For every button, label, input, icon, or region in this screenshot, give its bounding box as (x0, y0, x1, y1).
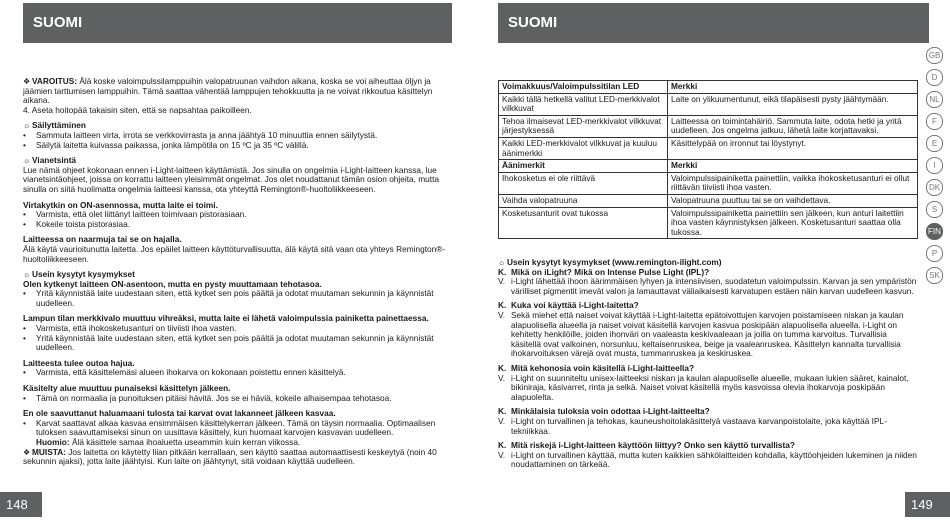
muistia-paragraph (23, 448, 453, 467)
table-cell: Kosketusanturit ovat tukossa (499, 207, 668, 239)
language-tab-i[interactable]: I (926, 157, 943, 174)
language-tab-gb[interactable]: GB (926, 47, 943, 64)
faq-answer: V. Sekä miehet että naiset voivat käyttää i-Light-laitetta epätoivottujen karvojen poistamiseen niskan ja kaulan alapuolisella alueella ja naiset voivat käsitellä karvojen kasvua poskipään alapuolisella alueella. i-Light on kehitetty henkilöille, joiden ihonväri on vaaleasta keskivaaleaan ja joilla on tumma karvoitus. Turvallisia käsitellä ovat valkoinen, norsunluu, keltaisenruskea, beige ja vaaleanruskea. Käsittelyn kannalta turvallisia ihokarvoituksen värejä ovat musta, tummanruskea ja keskiruskea. (498, 309, 904, 359)
table-row (499, 137, 918, 159)
language-tab-dk[interactable]: DK (926, 179, 943, 196)
list-item: • Kokeile toista pistorasiaa. (23, 218, 131, 229)
faq-title: Usein kysytyt kysymykset (32, 269, 135, 280)
faq-question: K. Mitä kehonosia voin käsitellä i-Light-laitteella? (498, 362, 695, 373)
language-tab-s[interactable]: S (926, 201, 943, 218)
list-item: • Säilytä laitetta kuivassa paikassa, jonka lämpötila on 15 ºC ja 35 ºC välillä. (23, 139, 309, 150)
table-row (499, 115, 918, 137)
red-title: Käsitelty alue muuttuu punaiseksi käsittelyn jälkeen. (23, 383, 231, 394)
table-row (499, 207, 918, 239)
storage-item-2: Säilytä laitetta kuivassa paikassa, jonka lämpötila on 15 ºC ja 35 ºC välillä. (36, 139, 309, 150)
faq-question: K. Minkälaisia tuloksia voin odottaa i-Light-laitteelta? (498, 406, 710, 417)
language-tab-fin[interactable]: FIN (926, 223, 943, 240)
warning-icon: ❖ (23, 447, 31, 457)
table-cell: Laitteessa on toimintahäiriö. Sammuta laite, odota hetki ja yritä uudelleen. Jos ongelma jatkuu, lähetä laite korjattavaksi. (668, 115, 918, 137)
indicator-table (498, 80, 918, 239)
scratch-title: Laitteessa on naarmuja tai se on hajalla. (23, 234, 182, 245)
faq-question: K. Mikä on iLight? Mikä on Intense Pulse Light (IPL)? (498, 266, 710, 277)
table-row (499, 194, 918, 207)
faq-answer: V. i-Light on suunniteltu unisex-laitteeksi niskan ja kaulan alapuoliselle alueelle, mukaan lukien sääret, kainalot, bikiniraja, käsivarret, rinta ja selkä. Naiset voivat käsitellä myös kasvoissa olevia ihokarvoja poskipään alapuolelta. (498, 372, 909, 402)
on-item-2: Kokeile toista pistorasiaa. (36, 218, 131, 229)
table-cell: Kaikki LED-merkkivalot vilkkuvat ja kuuluu äänimerkki (499, 137, 668, 159)
table-header-cell: Voimakkuus/Valoimpulssitilan LED (499, 81, 668, 94)
list-item: • Varmista, että käsittelemäsi alueen ihokarva on kokonaan poistettu ennen käsittelyä. (23, 367, 346, 378)
list-item: • Varmista, että olet liittänyt laitteen toimivaan pistorasiaan. (23, 209, 247, 220)
right-faq (498, 258, 918, 470)
fault-title: Vianetsintä (32, 155, 77, 166)
scratch-text: Älä käytä vaurioitunutta laitetta. Jos epäilet laitteen käyttöturvallisuutta, älä käytä sitä vaan ota yhteys Remington®-huoltoliikkeeseen. (23, 243, 446, 264)
faq-q1: Olen kytkenyt laitteen ON-asentoon, mutta en pysty muuttamaan tehotasoa. (23, 278, 322, 289)
table-cell: Kaikki tällä hetkellä valitut LED-merkkivalot vilkkuvat (499, 93, 668, 115)
table-cell: Valopatruuna puuttuu tai se on vaihdettava. (668, 194, 918, 207)
table-cell: Vaihda valopatruuna (499, 194, 668, 207)
list-item: • Tämä on normaalia ja punoituksen pitäisi hävitä. Jos se ei häviä, kokeile alhaisempaa tehotasoa. (23, 392, 392, 403)
red-item-1: Tämä on normaalia ja punoituksen pitäisi hävitä. Jos se ei häviä, kokeile alhaisempaa tehotasoa. (36, 392, 392, 403)
warning-text: Älä koske valoimpulssilamppuihin valopatruunan vaihdon aikana, koska se voi aiheuttaa öljyn ja jäämien tarttumisen lamppuihin. Tämä saattaa vähentää lamppujen tehokkuutta ja ne voivat rikkoutua käsittelyn aikana. (23, 76, 433, 106)
faq-answer: V. i-Light on turvallinen ja tehokas, kauneushoitolakäsittelyä vastaava karvanpoistolaite, joka käyttää IPL-tekniikkaa. (498, 415, 887, 436)
warning-title: VAROITUS: (32, 76, 78, 86)
table-header-cell: Äänimerkit (499, 160, 668, 173)
faq-q2-item-2: Yritä käynnistää laite uudestaan siten, että kytket sen pois päältä ja odotat muutaman sekunnin ja käynnistät uudelleen. (36, 332, 434, 353)
sun-icon: ☼ (23, 156, 31, 166)
faq-q2-item-1: Varmista, että ihokosketusanturi on tiiviisti ihoa vasten. (36, 323, 237, 334)
table-header-cell: Merkki (668, 81, 918, 94)
left-page-number: 148 (0, 492, 42, 517)
language-tab-p[interactable]: P (926, 245, 943, 262)
on-item-1: Varmista, että olet liittänyt laitteen toimivaan pistorasiaan. (36, 209, 247, 220)
right-page-number: 149 (905, 492, 950, 517)
hair-title: En ole saavuttanut haluamaani tulosta tai karvat ovat lakanneet jälkeen kasvaa. (23, 408, 336, 419)
table-cell: Valoimpulssipainiketta painettiin sen jälkeen, kun anturi laitettiin ihoa vasten käynnistyksen jälkeen. Kosketusanturi saattaa olla tukossa. (668, 207, 918, 239)
language-tab-e[interactable]: E (926, 135, 943, 152)
faq-answer: V. i-Light lähettää ihoon äärimmäisen lyhyen ja intensiivisen, suodatetun valoimpulssin. Karvan ja sen ympäristön värilliset pigmentit imevät valon ja lamauttavat väliaikaisesti karvatupen estäen näin karvan uudelleen kasvun. (498, 276, 917, 296)
language-tabs (926, 47, 943, 289)
sun-icon: ☼ (23, 270, 31, 280)
faq-answer: V. i-Light on turvallinen käyttää, mutta kuten kaikkien sähkölaitteiden kohdalla, käyttöohjeiden lukeminen ja niiden noudattaminen on tärkeää. (498, 449, 917, 470)
faq-q1-item-1: Yritä käynnistää laite uudestaan siten, että kytket sen pois päältä ja odotat muutaman sekunnin ja käynnistät uudelleen. (36, 288, 434, 308)
table-cell: Laite on ylikuumentunut, eikä tilapäisesti pysty jäähtymään. (668, 93, 918, 115)
table-header-row (499, 160, 918, 173)
faq-question: K. Mitä riskejä i-Light-laitteen käyttöön liittyy? Onko sen käyttö turvallista? (498, 440, 795, 451)
smell-title: Laitteesta tulee outoa hajua. (23, 357, 135, 368)
storage-title: Säilyttäminen (32, 120, 86, 131)
left-page-content (23, 77, 453, 467)
storage-item-1: Sammuta laitteen virta, irrota se verkkovirrasta ja anna jäähtyä 10 minuuttia ennen säilytystä. (36, 129, 378, 140)
language-tab-d[interactable]: D (926, 69, 943, 86)
step-4: 4. Aseta hoitopää takaisin siten, että se napsahtaa paikoilleen. (23, 104, 252, 115)
on-title: Virtakytkin on ON-asennossa, mutta laite ei toimi. (23, 199, 218, 210)
note-text: Älä käsittele samaa ihoaluetta useammin kuin kerran viikossa. (69, 437, 301, 447)
faq-q2: Lampun tilan merkkivalo muuttuu vihreäksi, mutta laite ei lähetä valoimpulssia painiketta painettaessa. (23, 313, 429, 324)
table-header-cell: Merkki (668, 160, 918, 173)
faq-question: K. Kuka voi käyttää i-Light-laitetta? (498, 300, 639, 311)
right-page-header: SUOMI (498, 3, 929, 43)
list-item: • Karvat saattavat alkaa kasvaa ensimmäisen käsittelykerran jälkeen. Tämä on täysin normaalia. Optimaalisen tuloksen saavuttamiseksi sinun on uusittava käsittely, kun huomaat karvojen kasvavan uudelleen. (23, 417, 436, 438)
smell-item-1: Varmista, että käsittelemäsi alueen ihokarva on kokonaan poistettu ennen käsittelyä. (36, 367, 346, 378)
table-header-row (499, 81, 918, 94)
warning-paragraph (23, 77, 453, 106)
muistia-title: MUISTA: (32, 446, 66, 457)
list-item: • Sammuta laitteen virta, irrota se verkkovirrasta ja anna jäähtyä 10 minuuttia ennen säilytystä. (23, 129, 378, 140)
language-tab-nl[interactable]: NL (926, 91, 943, 108)
hair-item: Karvat saattavat alkaa kasvaa ensimmäisen käsittelykerran jälkeen. Tämä on täysin normaalia. Optimaalisen tuloksen saavuttamiseksi sinun on uusittava käsittely, kun huomaat karvojen kasvavan uudelleen. (36, 417, 436, 438)
list-item: • Yritä käynnistää laite uudestaan siten, että kytket sen pois päältä ja odotat muutaman sekunnin ja käynnistät uudelleen. (23, 288, 434, 308)
muistia-text: Jos laitetta on käytetty liian pitkään kerrallaan, sen käyttö saattaa automaattisesti keskeytyä (noin 40 sekunnin ajaksi), jotta laite jäähtyisi. Kun laite on jäähtynyt, sitä voidaan käyttää uudelleen. (23, 446, 437, 467)
sun-icon: ☼ (23, 121, 31, 131)
table-cell: Valoimpulssipainiketta painettiin, vaikka ihokosketusanturi ei ollut riittävän tiiviisti ihoa vasten. (668, 172, 918, 194)
warning-icon: ❖ (23, 77, 31, 86)
right-faq-title: Usein kysytyt kysymykset (www.remington-ilight.com) (507, 257, 722, 267)
qa-list (498, 268, 918, 470)
list-item: • Varmista, että ihokosketusanturi on tiiviisti ihoa vasten. (23, 323, 237, 334)
table-cell: Ihokosketus ei ole riittävä (499, 172, 668, 194)
left-page-header: SUOMI (23, 3, 452, 43)
table-row (499, 93, 918, 115)
fault-text: Lue nämä ohjeet kokonaan ennen i-Light-laitteen käyttämistä. Jos sinulla on ongelmia i-Light-laitteen kanssa, lue vianetsintäohjeet, joissa on korrattu laitteen yleisimmät ongelmat. Jos olet noudattanut tämän osion ohjeita, mutta sinulla on siitä huolimatta ongelmia laitteesi kanssa, ota yhteyttä Remington®-huoltoliikkeeseen. (23, 164, 440, 194)
list-item: • Yritä käynnistää laite uudestaan siten, että kytket sen pois päältä ja odotat muutaman sekunnin ja käynnistät uudelleen. (23, 332, 434, 353)
language-tab-f[interactable]: F (926, 113, 943, 130)
table-cell: Käsittelypää on irronnut tai löystynyt. (668, 137, 918, 159)
language-tab-sk[interactable]: SK (926, 267, 943, 284)
note-label: Huomio: (36, 437, 70, 447)
table-row (499, 172, 918, 194)
sun-icon: ☼ (498, 258, 506, 267)
table-cell: Tehoa ilmaisevat LED-merkkivalot vilkkuvat järjestyksessä (499, 115, 668, 137)
